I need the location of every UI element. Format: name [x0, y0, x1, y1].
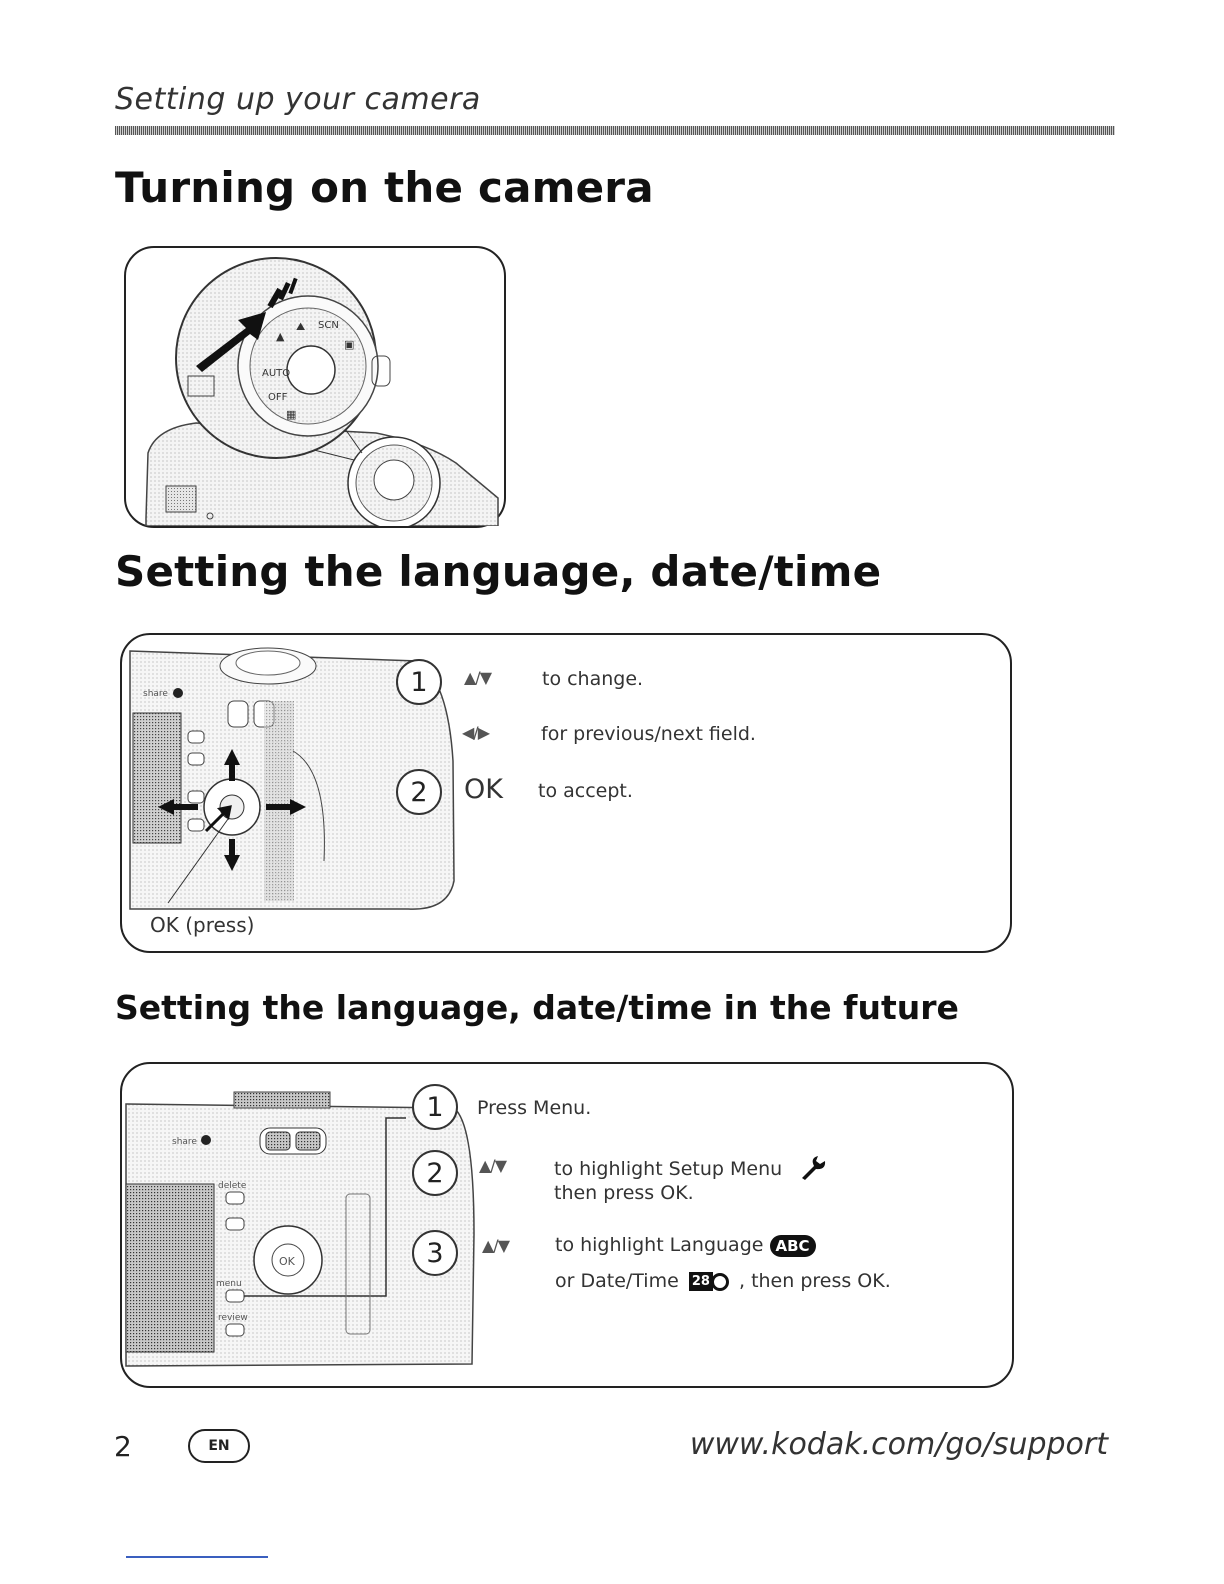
step-1-text: to change.	[542, 668, 644, 690]
press-menu-text: Press Menu.	[477, 1097, 592, 1119]
header-rule	[115, 126, 1115, 135]
svg-text:OFF: OFF	[268, 392, 288, 403]
power-dial-illustration-panel	[124, 246, 506, 528]
up-down-arrows-icon: ▲/▼	[464, 668, 491, 687]
svg-text:menu: menu	[216, 1279, 242, 1289]
date-time-icon-label: 28	[689, 1272, 713, 1291]
setting-language-title: Setting the language, date/time	[115, 547, 882, 596]
turning-on-title: Turning on the camera	[115, 163, 654, 212]
step-2-circle: 2	[396, 769, 442, 815]
support-url: www.kodak.com/go/support	[689, 1427, 1108, 1462]
up-down-arrows-icon: ▲/▼	[482, 1236, 509, 1255]
svg-text:▲: ▲	[276, 330, 285, 343]
step-3-text-line-1: to highlight Language	[555, 1234, 764, 1256]
step-1-circle: 1	[396, 659, 442, 705]
camera-power-dial-illustration	[126, 248, 504, 526]
step-3-line-2	[555, 1270, 891, 1292]
setting-future-title: Setting the language, date/time in the future	[115, 988, 959, 1027]
step-2-line-1	[554, 1154, 828, 1185]
svg-text:AUTO: AUTO	[262, 368, 291, 379]
step-2-text-line-1: to highlight Setup Menu	[554, 1158, 783, 1180]
svg-text:▦: ▦	[286, 408, 297, 421]
bottom-accent-line	[126, 1556, 268, 1558]
setting-future-panel	[120, 1062, 1014, 1388]
svg-text:share: share	[143, 689, 168, 699]
svg-text:share: share	[172, 1137, 197, 1147]
language-badge: EN	[188, 1429, 250, 1463]
svg-text:SCN: SCN	[318, 320, 339, 331]
step-2-text-line-2: then press OK.	[554, 1182, 694, 1204]
ok-key-label: OK	[464, 774, 503, 805]
step-3-line-1	[555, 1234, 816, 1257]
page-number: 2	[114, 1430, 132, 1463]
section-header: Setting up your camera	[115, 82, 481, 117]
svg-text:▣: ▣	[344, 338, 355, 351]
date-time-icon	[689, 1272, 729, 1291]
step-3-text-line-2a: or Date/Time	[555, 1270, 679, 1292]
up-down-arrows-icon: ▲/▼	[479, 1156, 506, 1175]
step-2-circle: 2	[412, 1150, 458, 1196]
svg-text:⛰: ⛰	[296, 320, 306, 333]
clock-icon	[711, 1273, 729, 1291]
step-2-text: to accept.	[538, 780, 633, 802]
step-1-circle: 1	[412, 1084, 458, 1130]
language-abc-icon: ABC	[770, 1235, 816, 1257]
step-3-circle: 3	[412, 1230, 458, 1276]
step-1b-text: for previous/next field.	[541, 723, 756, 745]
svg-text:review: review	[218, 1313, 248, 1323]
svg-text:OK: OK	[279, 1255, 295, 1268]
left-right-arrows-icon: ◀/▶	[462, 723, 489, 742]
ok-press-label: OK (press)	[150, 913, 255, 937]
setup-menu-wrench-icon	[798, 1154, 828, 1185]
step-3-text-line-2b: , then press OK.	[738, 1270, 891, 1292]
svg-text:delete: delete	[218, 1181, 247, 1191]
setting-language-panel	[120, 633, 1012, 953]
